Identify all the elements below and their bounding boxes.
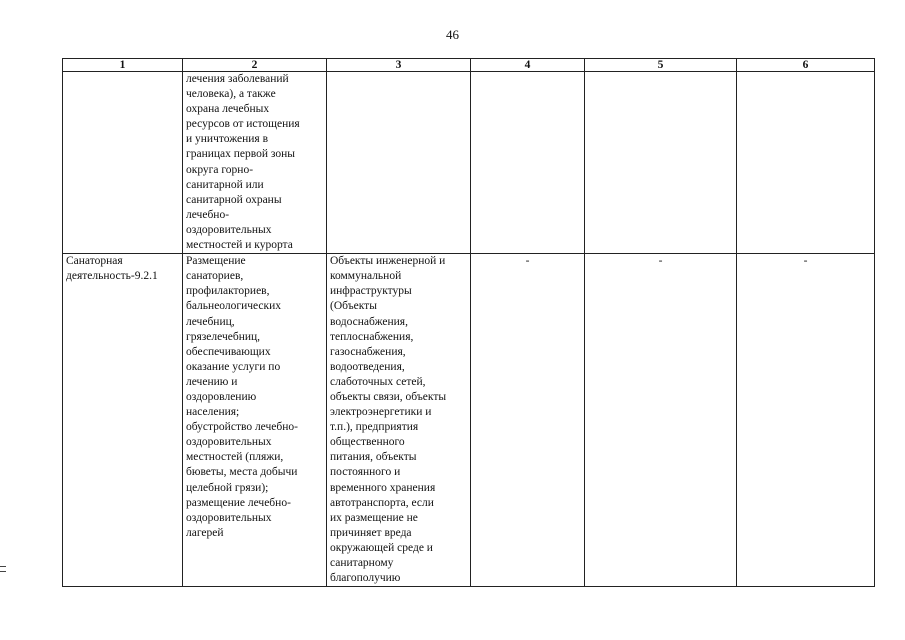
cell-text: -: [525, 255, 530, 268]
column-header-5: 5: [585, 59, 737, 72]
table-cell: [63, 254, 183, 587]
column-header-1: 1: [63, 59, 183, 72]
column-header-3: 3: [327, 59, 471, 72]
table-cell: [585, 72, 737, 254]
header-row: [63, 59, 875, 72]
column-header-6: 6: [737, 59, 875, 72]
table-cell: [63, 72, 183, 254]
table-cell: [327, 254, 471, 587]
cell-text: Санаторная деятельность-9.2.1: [66, 255, 158, 283]
column-header-4: 4: [471, 59, 585, 72]
table-cell: [327, 72, 471, 254]
table-cell: [183, 254, 327, 587]
table-cell: [737, 72, 875, 254]
scan-margin-mark: [0, 566, 6, 572]
document-table: [62, 58, 875, 587]
table-row: [63, 254, 875, 587]
cell-text: лечения заболеваний человека), а также охрана лечебных ресурсов от истощения и уничтожения в границах первой зоны округа горно- санитарной или санитарной охраны лечебно- оздоровительных местностей и курорта: [186, 73, 300, 252]
table-row: [63, 72, 875, 254]
table-cell: [737, 254, 875, 587]
page-number: 46: [446, 27, 459, 42]
table-cell: [471, 254, 585, 587]
column-header-2: 2: [183, 59, 327, 72]
table-cell: [471, 72, 585, 254]
cell-text: Объекты инженерной и коммунальной инфраструктуры (Объекты водоснабжения, теплоснабжения, газоснабжения, водоотведения, слаботочных сетей, объекты связи, объекты электроэнергетики и т.п.), предприятия общественного питания, объекты постоянного и временного хранения автотранспорта, если их размещение не причиняет вреда окружающей среде и санитарному благополучию: [330, 255, 447, 585]
cell-text: Размещение санаториев, профилакториев, бальнеологических лечебниц, грязелечебниц, обеспечивающих оказание услуги по лечению и оздоровлению населения; обустройство лечебно- оздоровительных местностей (пляжи, бюветы, места добычи целебной грязи); размещение лечебно- оздоровительных лагерей: [186, 255, 298, 539]
cell-text: -: [658, 255, 663, 268]
table-cell: [183, 72, 327, 254]
table-cell: [585, 254, 737, 587]
cell-text: -: [803, 255, 808, 268]
